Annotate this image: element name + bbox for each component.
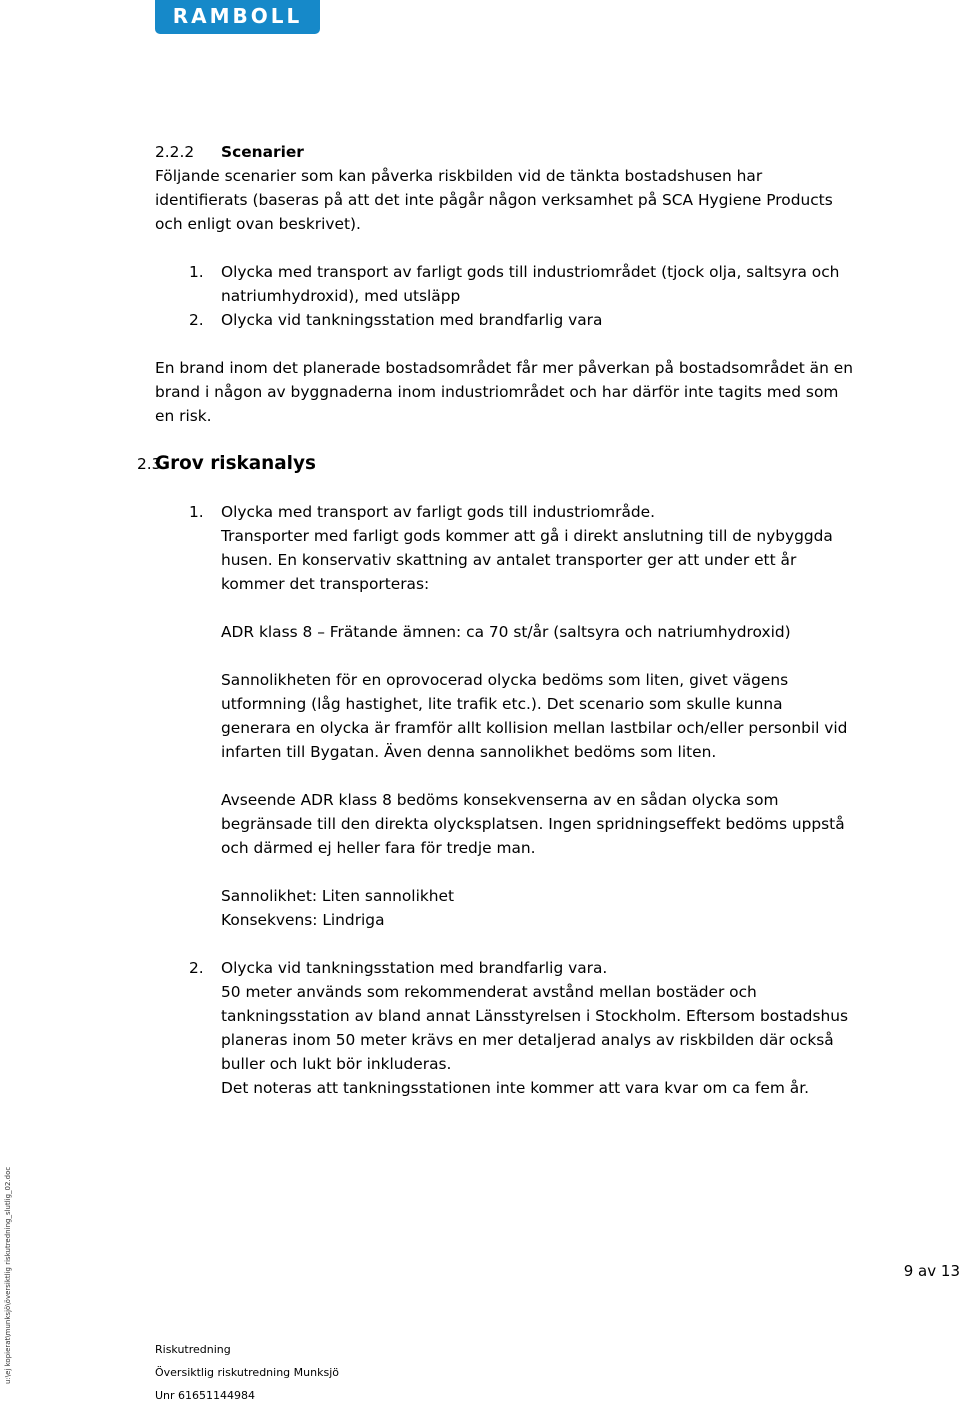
ramboll-logo: RAMBOLL <box>155 0 320 34</box>
file-path-margin: u:\ej kopierat\munksjö\översiktlig riskutredning_slutlig_02.doc <box>4 1166 12 1384</box>
footer-line-1: Riskutredning <box>155 1343 231 1356</box>
distance-text: 50 meter används som rekommenderat avstånd mellan bostäder och tankningsstation av bland annat Länsstyrelsen i Stockholm. Eftersom bostadshus planeras inom 50 meter krävs en mer detaljerad analys av riskbilden där också buller och lukt bör inkluderas. <box>221 983 848 1073</box>
item-title: Olycka med transport av farligt gods till industriområde. <box>221 503 656 521</box>
list-item-text: Olycka vid tankningsstation med brandfarlig vara <box>221 311 603 329</box>
section-title: Scenarier <box>221 143 304 161</box>
list-number: 1. <box>189 503 204 521</box>
section-heading-2-2-2 <box>155 140 855 164</box>
list-number: 1. <box>189 263 204 281</box>
list-item <box>155 308 855 332</box>
item-title: Olycka vid tankningsstation med brandfarlig vara. <box>221 959 608 977</box>
station-note: Det noteras att tankningsstationen inte kommer att vara kvar om ca fem år. <box>221 1079 809 1097</box>
footer-line-2: Översiktlig riskutredning Munksjö <box>155 1366 339 1379</box>
fire-paragraph: En brand inom det planerade bostadsområdet får mer påverkan på bostadsområdet än en brand i någon av byggnaderna inom industriområdet och har därför inte tagits med som en risk. <box>155 359 853 425</box>
section-number: 2.2.2 <box>155 143 195 161</box>
list-item <box>155 956 855 1100</box>
list-number: 2. <box>189 959 204 977</box>
probability-summary: Sannolikhet: Liten sannolikhet <box>221 887 455 905</box>
section-number: 2.3 <box>137 455 162 473</box>
consequence-summary: Konsekvens: Lindriga <box>221 911 385 929</box>
list-item-text: Olycka med transport av farligt gods till industriområdet (tjock olja, saltsyra och natriumhydroxid), med utsläpp <box>221 263 840 305</box>
footer <box>155 1338 339 1407</box>
consequence-text: Avseende ADR klass 8 bedöms konsekvenserna av en sådan olycka som begränsade till den direkta olycksplatsen. Ingen spridningseffekt bedöms uppstå och därmed ej heller fara för tredje man. <box>221 791 845 857</box>
list-item <box>155 260 855 308</box>
list-item <box>155 500 855 956</box>
page-number: 9 av 13 <box>903 1262 960 1280</box>
transport-text: Transporter med farligt gods kommer att gå i direkt anslutning till de nybyggda husen. En konservativ skattning av antalet transporter ger att under ett år kommer det transporteras: <box>221 527 833 593</box>
scenario-list <box>155 260 855 332</box>
analysis-list <box>155 500 855 1100</box>
footer-line-3: Unr 61651144984 <box>155 1389 256 1402</box>
section-title: Grov riskanalys <box>155 453 316 474</box>
scenario-intro: Följande scenarier som kan påverka riskbilden vid de tänkta bostadshusen har identifierats (baseras på att det inte pågår någon verksamhet på SCA Hygiene Products och enligt ovan beskrivet). <box>155 167 833 233</box>
section-heading-2-3 <box>137 452 855 476</box>
adr-line: ADR klass 8 – Frätande ämnen: ca 70 st/år (saltsyra och natriumhydroxid) <box>221 623 791 641</box>
list-number: 2. <box>189 311 204 329</box>
document-body <box>137 140 855 1100</box>
probability-text: Sannolikheten för en oprovocerad olycka bedöms som liten, givet vägens utformning (låg hastighet, lite trafik etc.). Det scenario som skulle kunna generara en olycka är framför allt kollision mellan lastbilar och/eller personbil vid infarten till Bygatan. Även denna sannolikhet bedöms som liten. <box>221 671 848 761</box>
